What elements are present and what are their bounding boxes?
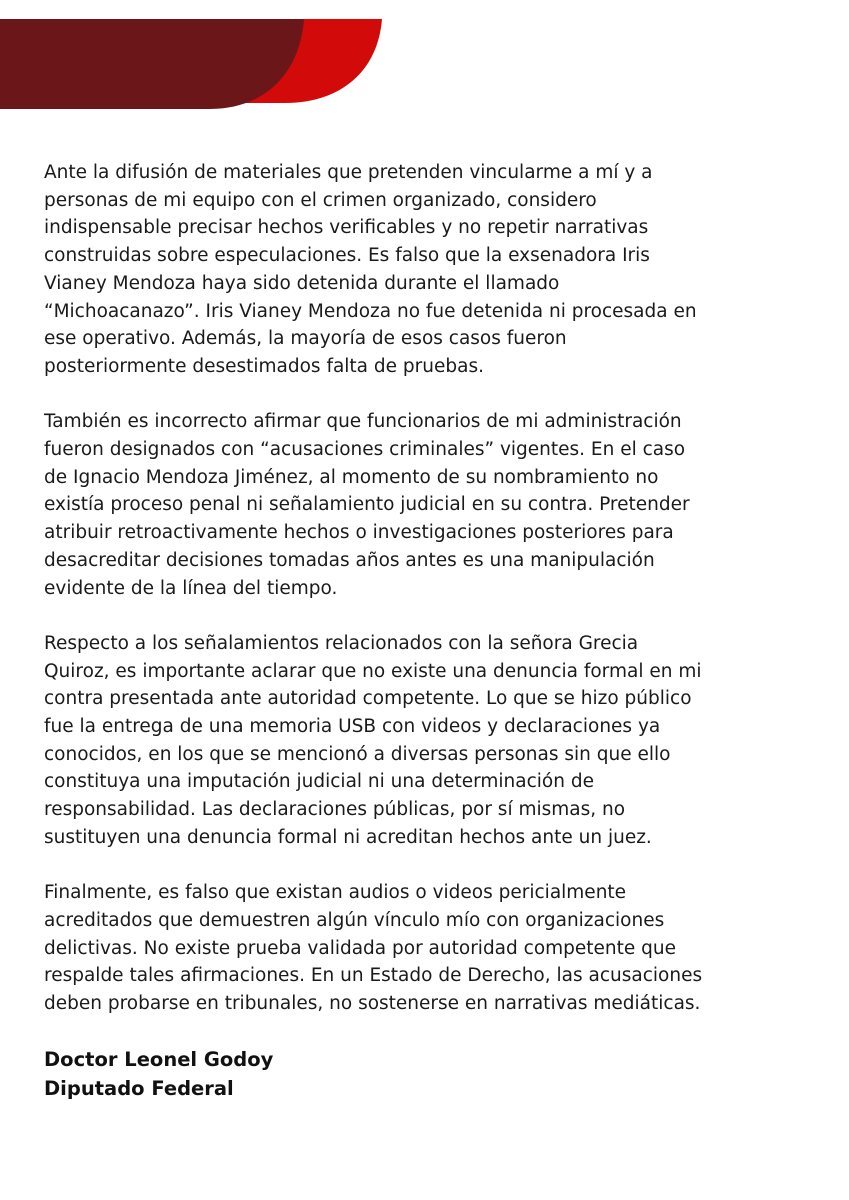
banner-dark-shape <box>0 19 304 109</box>
paragraph-2: También es incorrecto afirmar que funcionarios de mi administración fueron designados con “acusaciones criminales” vigentes. En el caso de Ignacio Mendoza Jiménez, al momento de su nombramiento no existía proceso penal ni señalamiento judicial en su contra. Pretender atribuir retroactivamente hechos o investigaciones posteriores para desacreditar decisiones tomadas años antes es una manipulación evidente de la línea del tiempo. <box>44 411 690 599</box>
signature-title: Diputado Federal <box>44 1077 234 1101</box>
paragraph-3: Respecto a los señalamientos relacionados con la señora Grecia Quiroz, es importante aclarar que no existe una denuncia formal en mi contra presentada ante autoridad competente. Lo que se hizo público fue la entrega de una memoria USB con videos y declaraciones ya conocidos, en los que se mencionó a diversas personas sin que ello constituya una imputación judicial ni una determinación de responsabilidad. Las declaraciones públicas, por sí mismas, no sustituyen una denuncia formal ni acreditan hechos ante un juez. <box>44 632 702 848</box>
document-body <box>44 159 704 1103</box>
paragraph-4: Finalmente, es falso que existan audios o videos pericialmente acreditados que demuestren algún vínculo mío con organizaciones delictivas. No existe prueba validada por autoridad competente que respalde tales afirmaciones. En un Estado de Derecho, las acusaciones deben probarse en tribunales, no sostenerse en narrativas mediáticas. <box>44 882 703 1015</box>
signature-block <box>44 1045 704 1103</box>
paragraph-1: Ante la difusión de materiales que pretenden vincularme a mí y a personas de mi equipo con el crimen organizado, considero indispensable precisar hechos verificables y no repetir narrativas construidas sobre especulaciones. Es falso que la exsenadora Iris Vianey Mendoza haya sido detenida durante el llamado “Michoacanazo”. Iris Vianey Mendoza no fue detenida ni procesada en ese operativo. Además, la mayoría de esos casos fueron posteriormente desestimados falta de pruebas. <box>44 162 697 377</box>
header-banner-graphic <box>0 0 849 120</box>
signature-name: Doctor Leonel Godoy <box>44 1048 274 1072</box>
header-banner <box>0 0 849 120</box>
